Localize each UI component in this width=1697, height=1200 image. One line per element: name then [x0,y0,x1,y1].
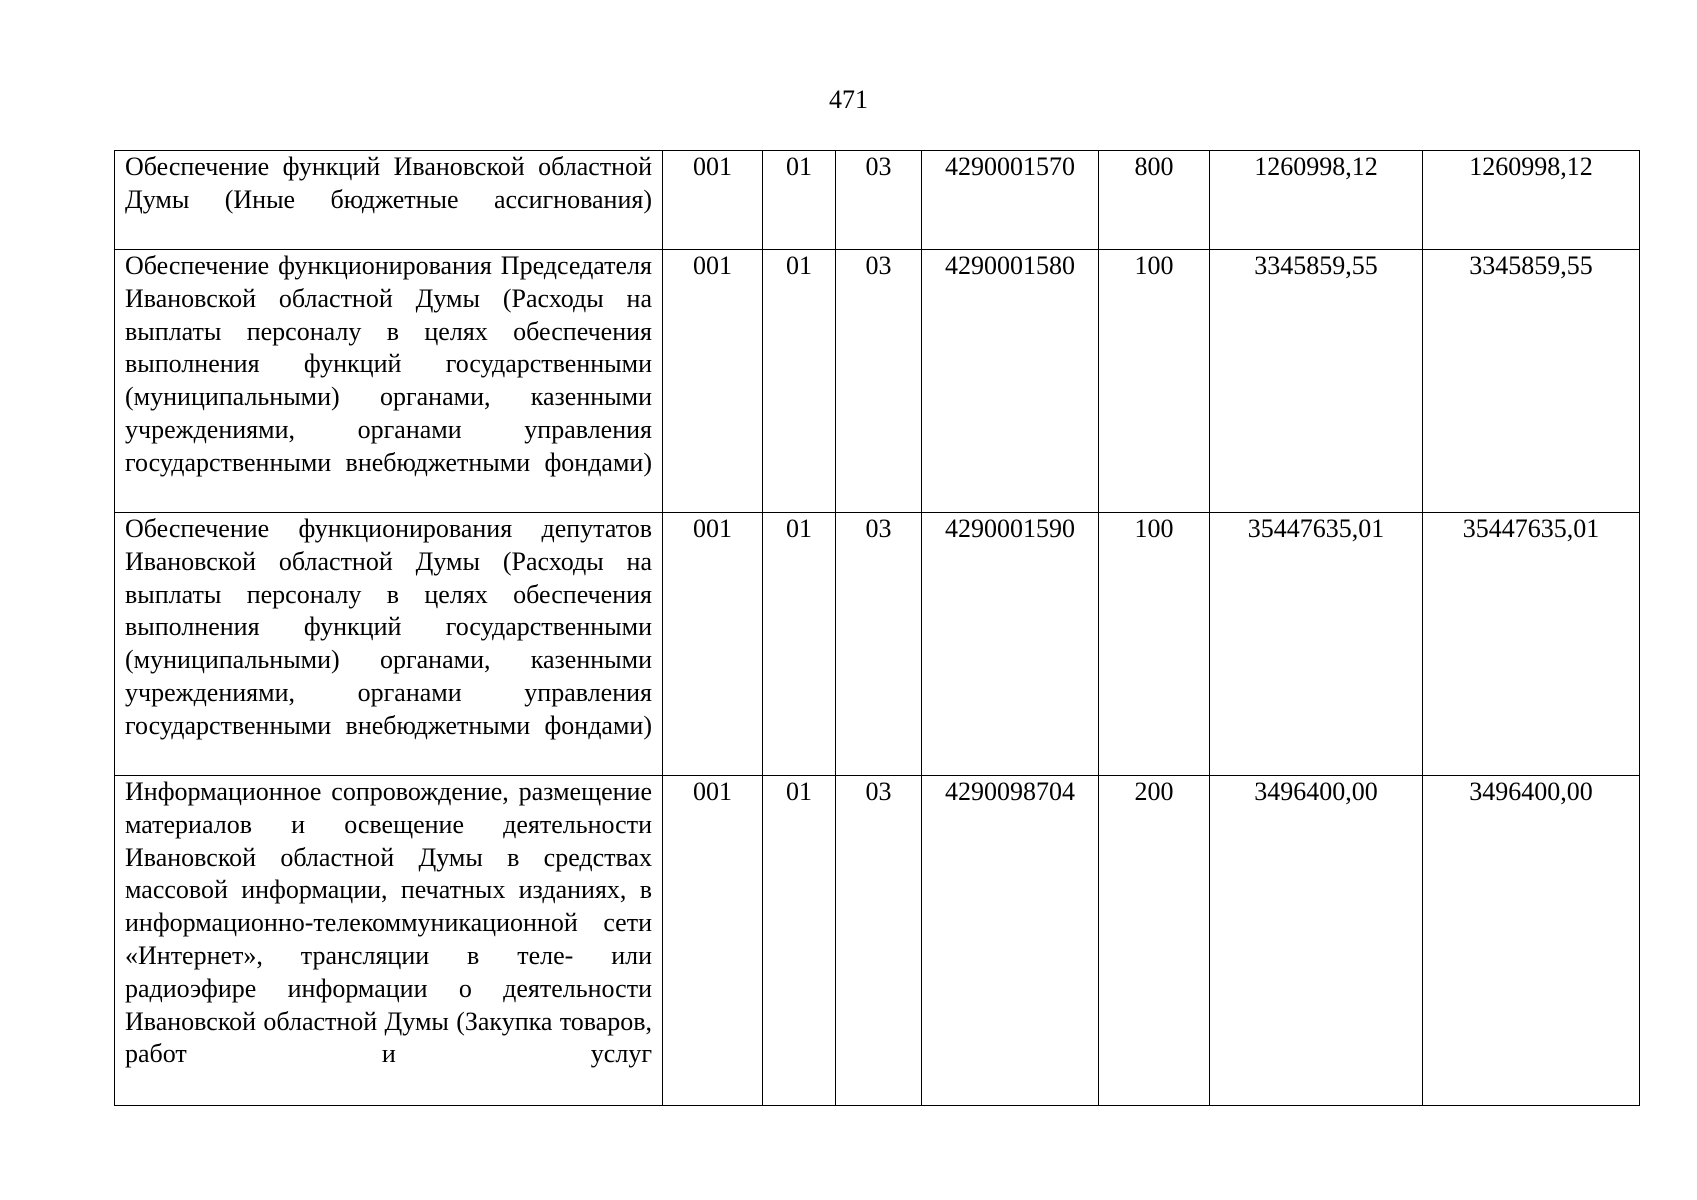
table-row [115,151,1640,250]
grbs-code: 001 [663,776,763,1106]
row-description: Обеспечение функционирования Председателя Ивановской областной Думы (Расходы на выплаты персоналу в целях обеспечения выполнения функций государственными (муниципальными) органами, казенными учреждениями, органами управления государственными внебюджетными фондами) [115,250,663,513]
grbs-code: 001 [663,151,763,250]
amount-2: 3496400,00 [1423,776,1640,1106]
grbs-code: 001 [663,250,763,513]
row-description: Обеспечение функций Ивановской областной Думы (Иные бюджетные ассигнования) [115,151,663,250]
section-code: 01 [763,776,836,1106]
table-row [115,776,1640,1106]
subsection-code: 03 [836,250,922,513]
amount-1: 3345859,55 [1210,250,1423,513]
subsection-code: 03 [836,151,922,250]
amount-2: 3345859,55 [1423,250,1640,513]
expense-type-code: 100 [1099,250,1210,513]
budget-table [114,150,1640,1106]
expense-type-code: 200 [1099,776,1210,1106]
table-row [115,513,1640,776]
section-code: 01 [763,250,836,513]
subsection-code: 03 [836,513,922,776]
expense-type-code: 100 [1099,513,1210,776]
expense-type-code: 800 [1099,151,1210,250]
table-row [115,250,1640,513]
amount-1: 1260998,12 [1210,151,1423,250]
row-description: Обеспечение функционирования депутатов Ивановской областной Думы (Расходы на выплаты персоналу в целях обеспечения выполнения функций государственными (муниципальными) органами, казенными учреждениями, органами управления государственными внебюджетными фондами) [115,513,663,776]
target-article-code: 4290001570 [922,151,1099,250]
amount-1: 3496400,00 [1210,776,1423,1106]
amount-2: 1260998,12 [1423,151,1640,250]
target-article-code: 4290001580 [922,250,1099,513]
row-description: Информационное сопровождение, размещение материалов и освещение деятельности Ивановской областной Думы в средствах массовой информации, печатных изданиях, в информационно-телекоммуникационной сети «Интернет», трансляции в теле- или радиоэфире информации о деятельности Ивановской областной Думы (Закупка товаров, работ и услуг [115,776,663,1106]
page-number: 471 [829,85,868,114]
section-code: 01 [763,151,836,250]
target-article-code: 4290098704 [922,776,1099,1106]
amount-2: 35447635,01 [1423,513,1640,776]
section-code: 01 [763,513,836,776]
subsection-code: 03 [836,776,922,1106]
grbs-code: 001 [663,513,763,776]
target-article-code: 4290001590 [922,513,1099,776]
amount-1: 35447635,01 [1210,513,1423,776]
